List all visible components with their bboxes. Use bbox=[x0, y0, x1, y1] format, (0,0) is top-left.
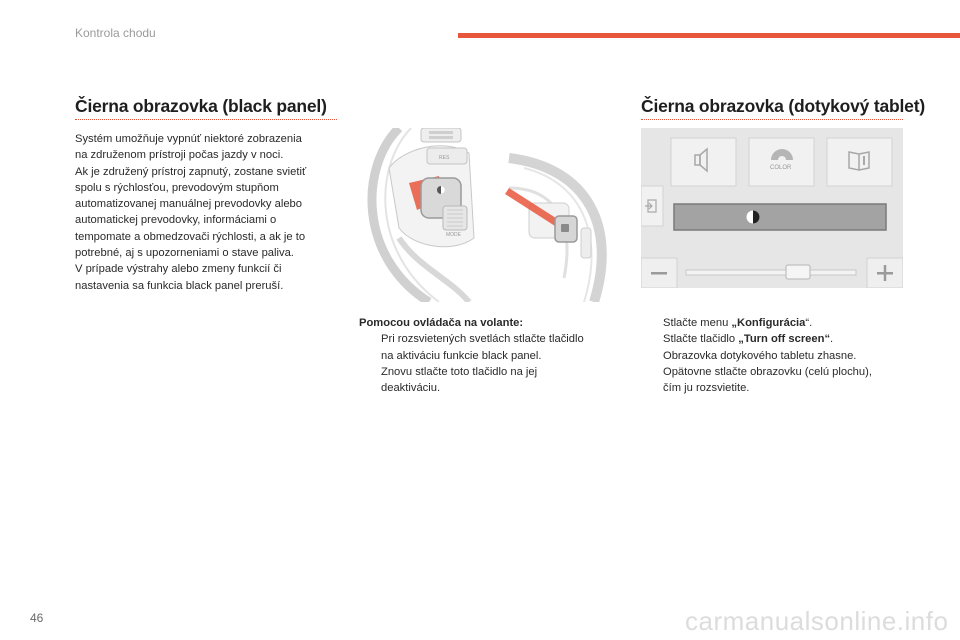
intro-line: automatickej prevodovky, informáciami o bbox=[75, 214, 277, 227]
instruction-line: na aktiváciu funkcie black panel. bbox=[381, 349, 542, 362]
page-number: 46 bbox=[30, 611, 44, 625]
instruction-text: Stlačte tlačidlo bbox=[663, 333, 739, 346]
intro-line: Systém umožňuje vypnúť niektoré zobrazenia bbox=[75, 133, 302, 145]
steering-control-subheading: Pomocou ovládača na volante: bbox=[359, 317, 524, 329]
steering-wheel-illustration bbox=[359, 128, 620, 302]
color-label: COLOR bbox=[770, 165, 792, 171]
touchscreen-illustration bbox=[641, 128, 903, 288]
instruction-line: Obrazovka dotykového tabletu zhasne. bbox=[663, 349, 857, 362]
right-heading-rule bbox=[641, 119, 903, 120]
instruction-line: čím ju rozsvietite. bbox=[663, 382, 750, 395]
left-heading: Čierna obrazovka (black panel) bbox=[75, 96, 327, 116]
intro-line: nastavenia sa funkcia black panel preruší. bbox=[75, 279, 284, 292]
black-panel-icon bbox=[747, 211, 760, 224]
minus-icon bbox=[651, 272, 667, 275]
instruction-text: Stlačte menu bbox=[663, 317, 732, 329]
instruction-bullet bbox=[641, 315, 906, 331]
section-header-title: Kontrola chodu bbox=[75, 26, 156, 40]
instruction-line: Pri rozsvietených svetlách stlačte tlačidlo bbox=[381, 333, 584, 346]
intro-paragraph bbox=[75, 131, 350, 294]
instruction-text: “. bbox=[805, 317, 813, 329]
touchscreen-instructions bbox=[641, 315, 906, 396]
instruction-line: Znovu stlačte toto tlačidlo na jej bbox=[381, 365, 538, 378]
intro-line: V prípade výstrahy alebo zmeny funkcií či bbox=[75, 263, 282, 276]
instruction-bullet bbox=[359, 331, 624, 364]
left-heading-rule bbox=[75, 119, 337, 120]
intro-line: spolu s rýchlosťou, prevodovým stupňom bbox=[75, 181, 279, 194]
mode-label: MODE bbox=[446, 232, 461, 238]
instruction-line: Opätovne stlačte obrazovku (celú plochu), bbox=[663, 365, 872, 378]
right-heading: Čierna obrazovka (dotykový tablet) bbox=[641, 96, 925, 116]
intro-line: na združenom prístroji počas jazdy v noci. bbox=[75, 149, 284, 162]
instruction-bullet bbox=[359, 364, 624, 397]
header-accent-bar bbox=[458, 33, 960, 38]
button-name: „Turn off screen“ bbox=[738, 333, 831, 346]
intro-line: tempomate a obmedzovači rýchlosti, a ak je to bbox=[75, 230, 306, 243]
menu-name: „Konfigurácia bbox=[731, 317, 806, 329]
steering-control-instructions bbox=[359, 315, 624, 396]
instruction-line: deaktiváciu. bbox=[381, 382, 441, 395]
res-label: RES bbox=[439, 155, 450, 161]
instruction-text: . bbox=[830, 333, 834, 346]
instruction-bullet bbox=[641, 331, 906, 347]
intro-line: automatizovanej manuálnej prevodovky alebo bbox=[75, 198, 303, 211]
watermark: carmanualsonline.info bbox=[685, 606, 949, 636]
intro-line: Ak je združený prístroj zapnutý, zostane svietiť bbox=[75, 165, 307, 178]
intro-line: potrebné, aj s upozorneniami o stave paliva. bbox=[75, 247, 294, 260]
